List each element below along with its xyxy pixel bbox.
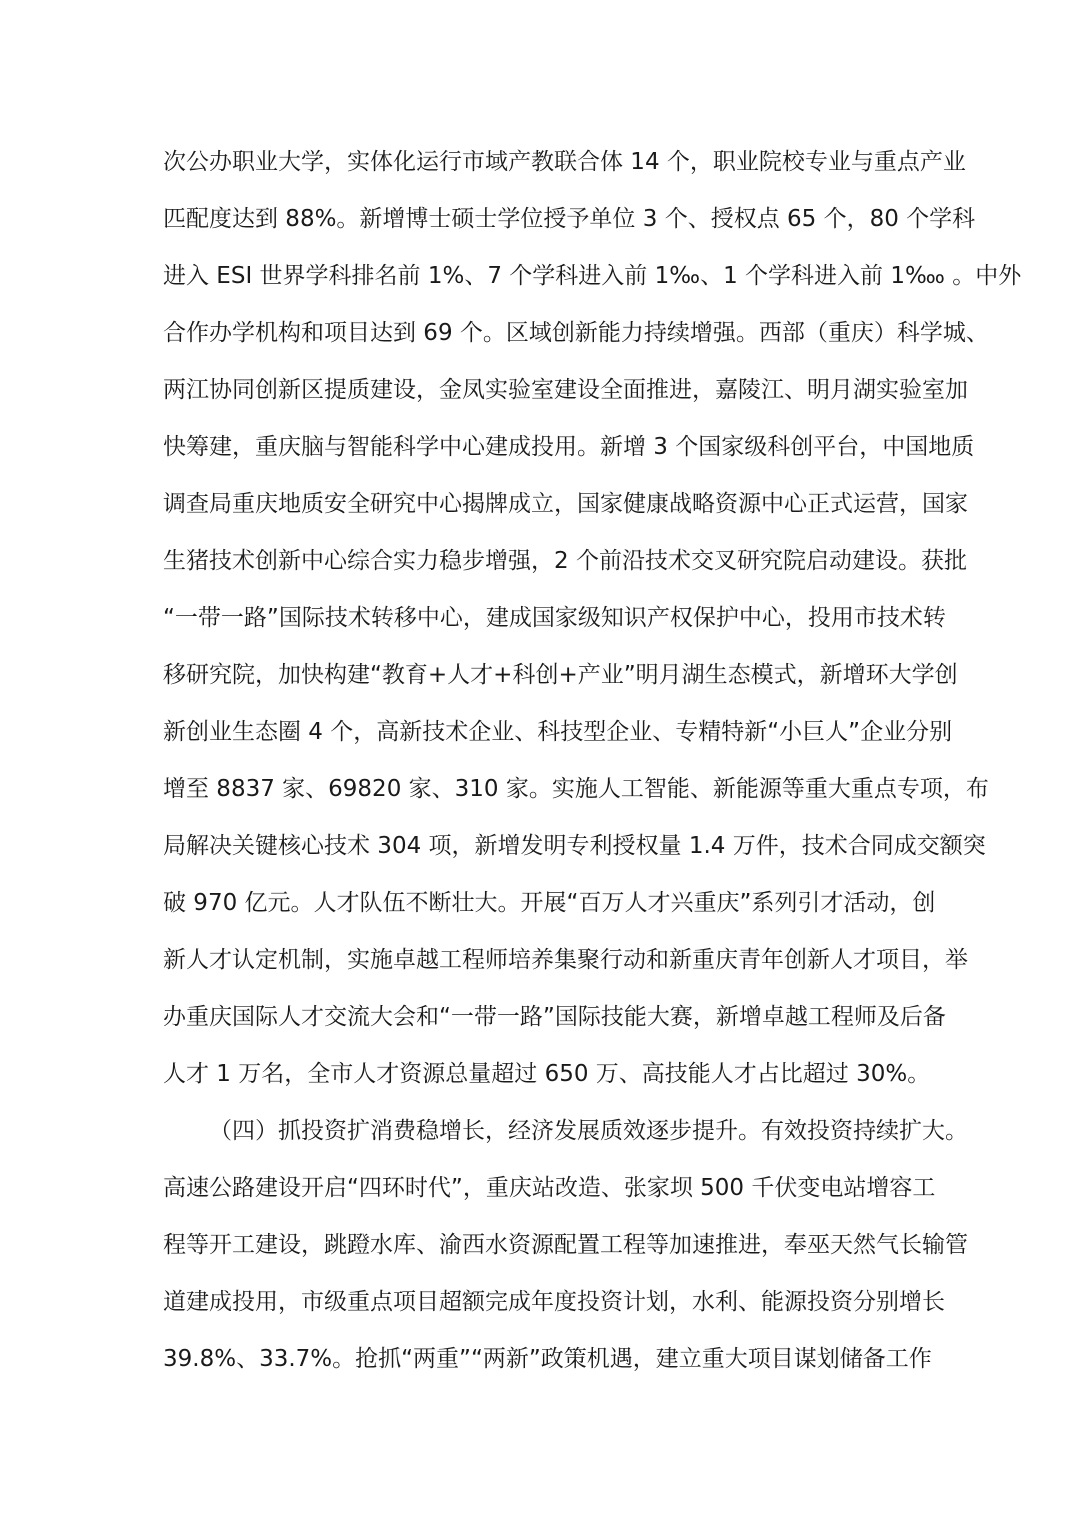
text-line: 办重庆国际人才交流大会和“一带一路”国际技能大赛，新增卓越工程师及后备 (163, 1004, 946, 1030)
text-line: 两江协同创新区提质建设，金凤实验室建设全面推进，嘉陵江、明月湖实验室加 (163, 377, 968, 403)
text-line: 调查局重庆地质安全研究中心揭牌成立，国家健康战略资源中心正式运营，国家 (163, 491, 968, 517)
text-line: 新人才认定机制，实施卓越工程师培养集聚行动和新重庆青年创新人才项目，举 (163, 947, 968, 973)
text-line: 合作办学机构和项目达到 69 个。区域创新能力持续增强。西部（重庆）科学城、 (163, 320, 989, 346)
text-line: 高速公路建设开启“四环时代”，重庆站改造、张家坝 500 千伏变电站增容工 (163, 1175, 936, 1201)
text-line: 次公办职业大学，实体化运行市域产教联合体 14 个，职业院校专业与重点产业 (163, 149, 966, 175)
text-line: 39.8%、33.7%。抢抓“两重”“两新”政策机遇，建立重大项目谋划储备工作 (163, 1346, 932, 1372)
text-line: 生猪技术创新中心综合实力稳步增强，2 个前沿技术交叉研究院启动建设。获批 (163, 548, 967, 574)
text-line: 增至 8837 家、69820 家、310 家。实施人工智能、新能源等重大重点专项，布 (163, 776, 989, 802)
text-line: “一带一路”国际技术转移中心，建成国家级知识产权保护中心，投用市技术转 (163, 605, 946, 631)
text-line: 新创业生态圈 4 个，高新技术企业、科技型企业、专精特新“小巨人”企业分别 (163, 719, 953, 745)
section-heading-line: （四）抓投资扩消费稳增长，经济发展质效逐步提升。有效投资持续扩大。 (209, 1118, 968, 1144)
text-line: 局解决关键核心技术 304 项，新增发明专利授权量 1.4 万件，技术合同成交额突 (163, 833, 986, 859)
text-line: 人才 1 万名，全市人才资源总量超过 650 万、高技能人才占比超过 30%。 (163, 1061, 931, 1087)
text-line: 道建成投用，市级重点项目超额完成年度投资计划，水利、能源投资分别增长 (163, 1289, 945, 1315)
paragraph-2 (163, 1103, 968, 1388)
text-line: 进入 ESI 世界学科排名前 1%、7 个学科进入前 1‰、1 个学科进入前 1‱ 。中外 (163, 263, 1022, 289)
text-line: 匹配度达到 88%。新增博士硕士学位授予单位 3 个、授权点 65 个，80 个学科 (163, 206, 976, 232)
text-line: 移研究院，加快构建“教育+人才+科创+产业”明月湖生态模式，新增环大学创 (163, 662, 958, 688)
text-line: 快筹建，重庆脑与智能科学中心建成投用。新增 3 个国家级科创平台，中国地质 (163, 434, 975, 460)
body-text (163, 134, 1022, 1388)
paragraph-1 (163, 134, 1022, 1103)
text-line: 程等开工建设，跳蹬水库、渝西水资源配置工程等加速推进，奉巫天然气长输管 (163, 1232, 968, 1258)
text-line: 破 970 亿元。人才队伍不断壮大。开展“百万人才兴重庆”系列引才活动，创 (163, 890, 936, 916)
